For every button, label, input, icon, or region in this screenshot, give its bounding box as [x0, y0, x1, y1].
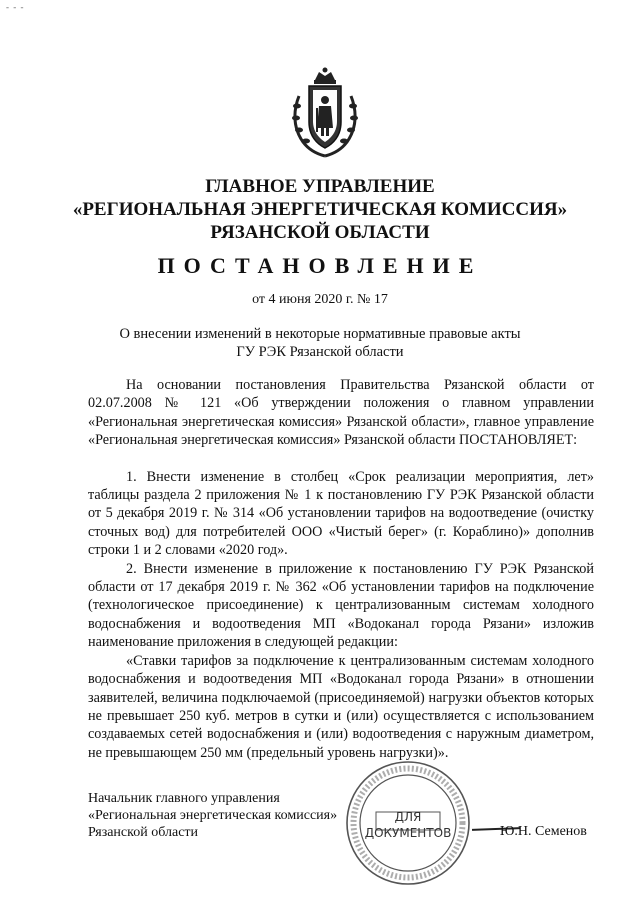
coat-of-arms-icon — [289, 66, 361, 160]
scan-corner-mark: - - - — [6, 2, 25, 12]
subject-line-2: ГУ РЭК Рязанской области — [236, 344, 404, 360]
signer-name: Ю.Н. Семенов — [500, 824, 587, 839]
document-date-number: от 4 июня 2020 г. № 17 — [252, 292, 388, 307]
org-name-line-3: РЯЗАНСКОЙ ОБЛАСТИ — [210, 222, 430, 243]
subject-line-1: О внесении изменений в некоторые нормативные правовые акты — [119, 326, 521, 342]
signer-position-line-2: «Региональная энергетическая комиссия» — [88, 808, 338, 823]
stamp-text-line-1: ДЛЯ — [394, 810, 422, 824]
org-name-line-2: «РЕГИОНАЛЬНАЯ ЭНЕРГЕТИЧЕСКАЯ КОМИССИЯ» — [72, 199, 568, 220]
item-1-paragraph: 1. Внести изменение в столбец «Срок реализации мероприятия, лет» таблицы раздела 2 приложения № 1 к постановлению ГУ РЭК Рязанской области от 5 декабря 2019 г. № 314 «Об установлении тарифов на водоотведение (очистку сточных вод) для потребителей ООО «Чистый берег» (г. Кораблино)» дополнив строки 1 и 2 словами «2020 год». — [88, 468, 594, 559]
quote-paragraph: «Ставки тарифов за подключение к централизованным системам холодного водоснабжения и водоотведения МП «Водоканал города Рязани» в отношении заявителей, величина подключаемой (присоединяемой) нагрузки объектов которых не превышает 250 куб. метров в сутки и (или) осуществляется с использованием создаваемых сетей водоснабжения и (или) водоотведения с наружным диаметром, не превышающем 250 мм (предельный уровень нагрузки)». — [88, 652, 594, 761]
document-body — [88, 376, 594, 762]
signer-position-line-3: Рязанской области — [88, 825, 199, 840]
signer-position-line-1: Начальник главного управления — [88, 791, 280, 806]
document-type-title: ПОСТАНОВЛЕНИЕ — [157, 253, 483, 278]
stamp-text-line-2: ДОКУМЕНТОВ — [364, 826, 452, 840]
org-name-line-1: ГЛАВНОЕ УПРАВЛЕНИЕ — [205, 176, 435, 197]
item-2-paragraph: 2. Внести изменение в приложение к постановлению ГУ РЭК Рязанской области от 17 декабря 2019 г. № 362 «Об установлении тарифов на подключение (технологическое присоединение) к централизованным системам холодного водоснабжения и водоотведения МП «Водоканал города Рязани» изложив наименование приложения в следующей редакции: — [88, 560, 594, 651]
preamble-paragraph: На основании постановления Правительства Рязанской области от 02.07.2008 № 121 «Об утверждении положения о главном управлении «Региональная энергетическая комиссия» Рязанской области», главное управление «Региональная энергетическая комиссия» Рязанской области ПОСТАНОВЛЯЕТ: — [88, 377, 594, 449]
